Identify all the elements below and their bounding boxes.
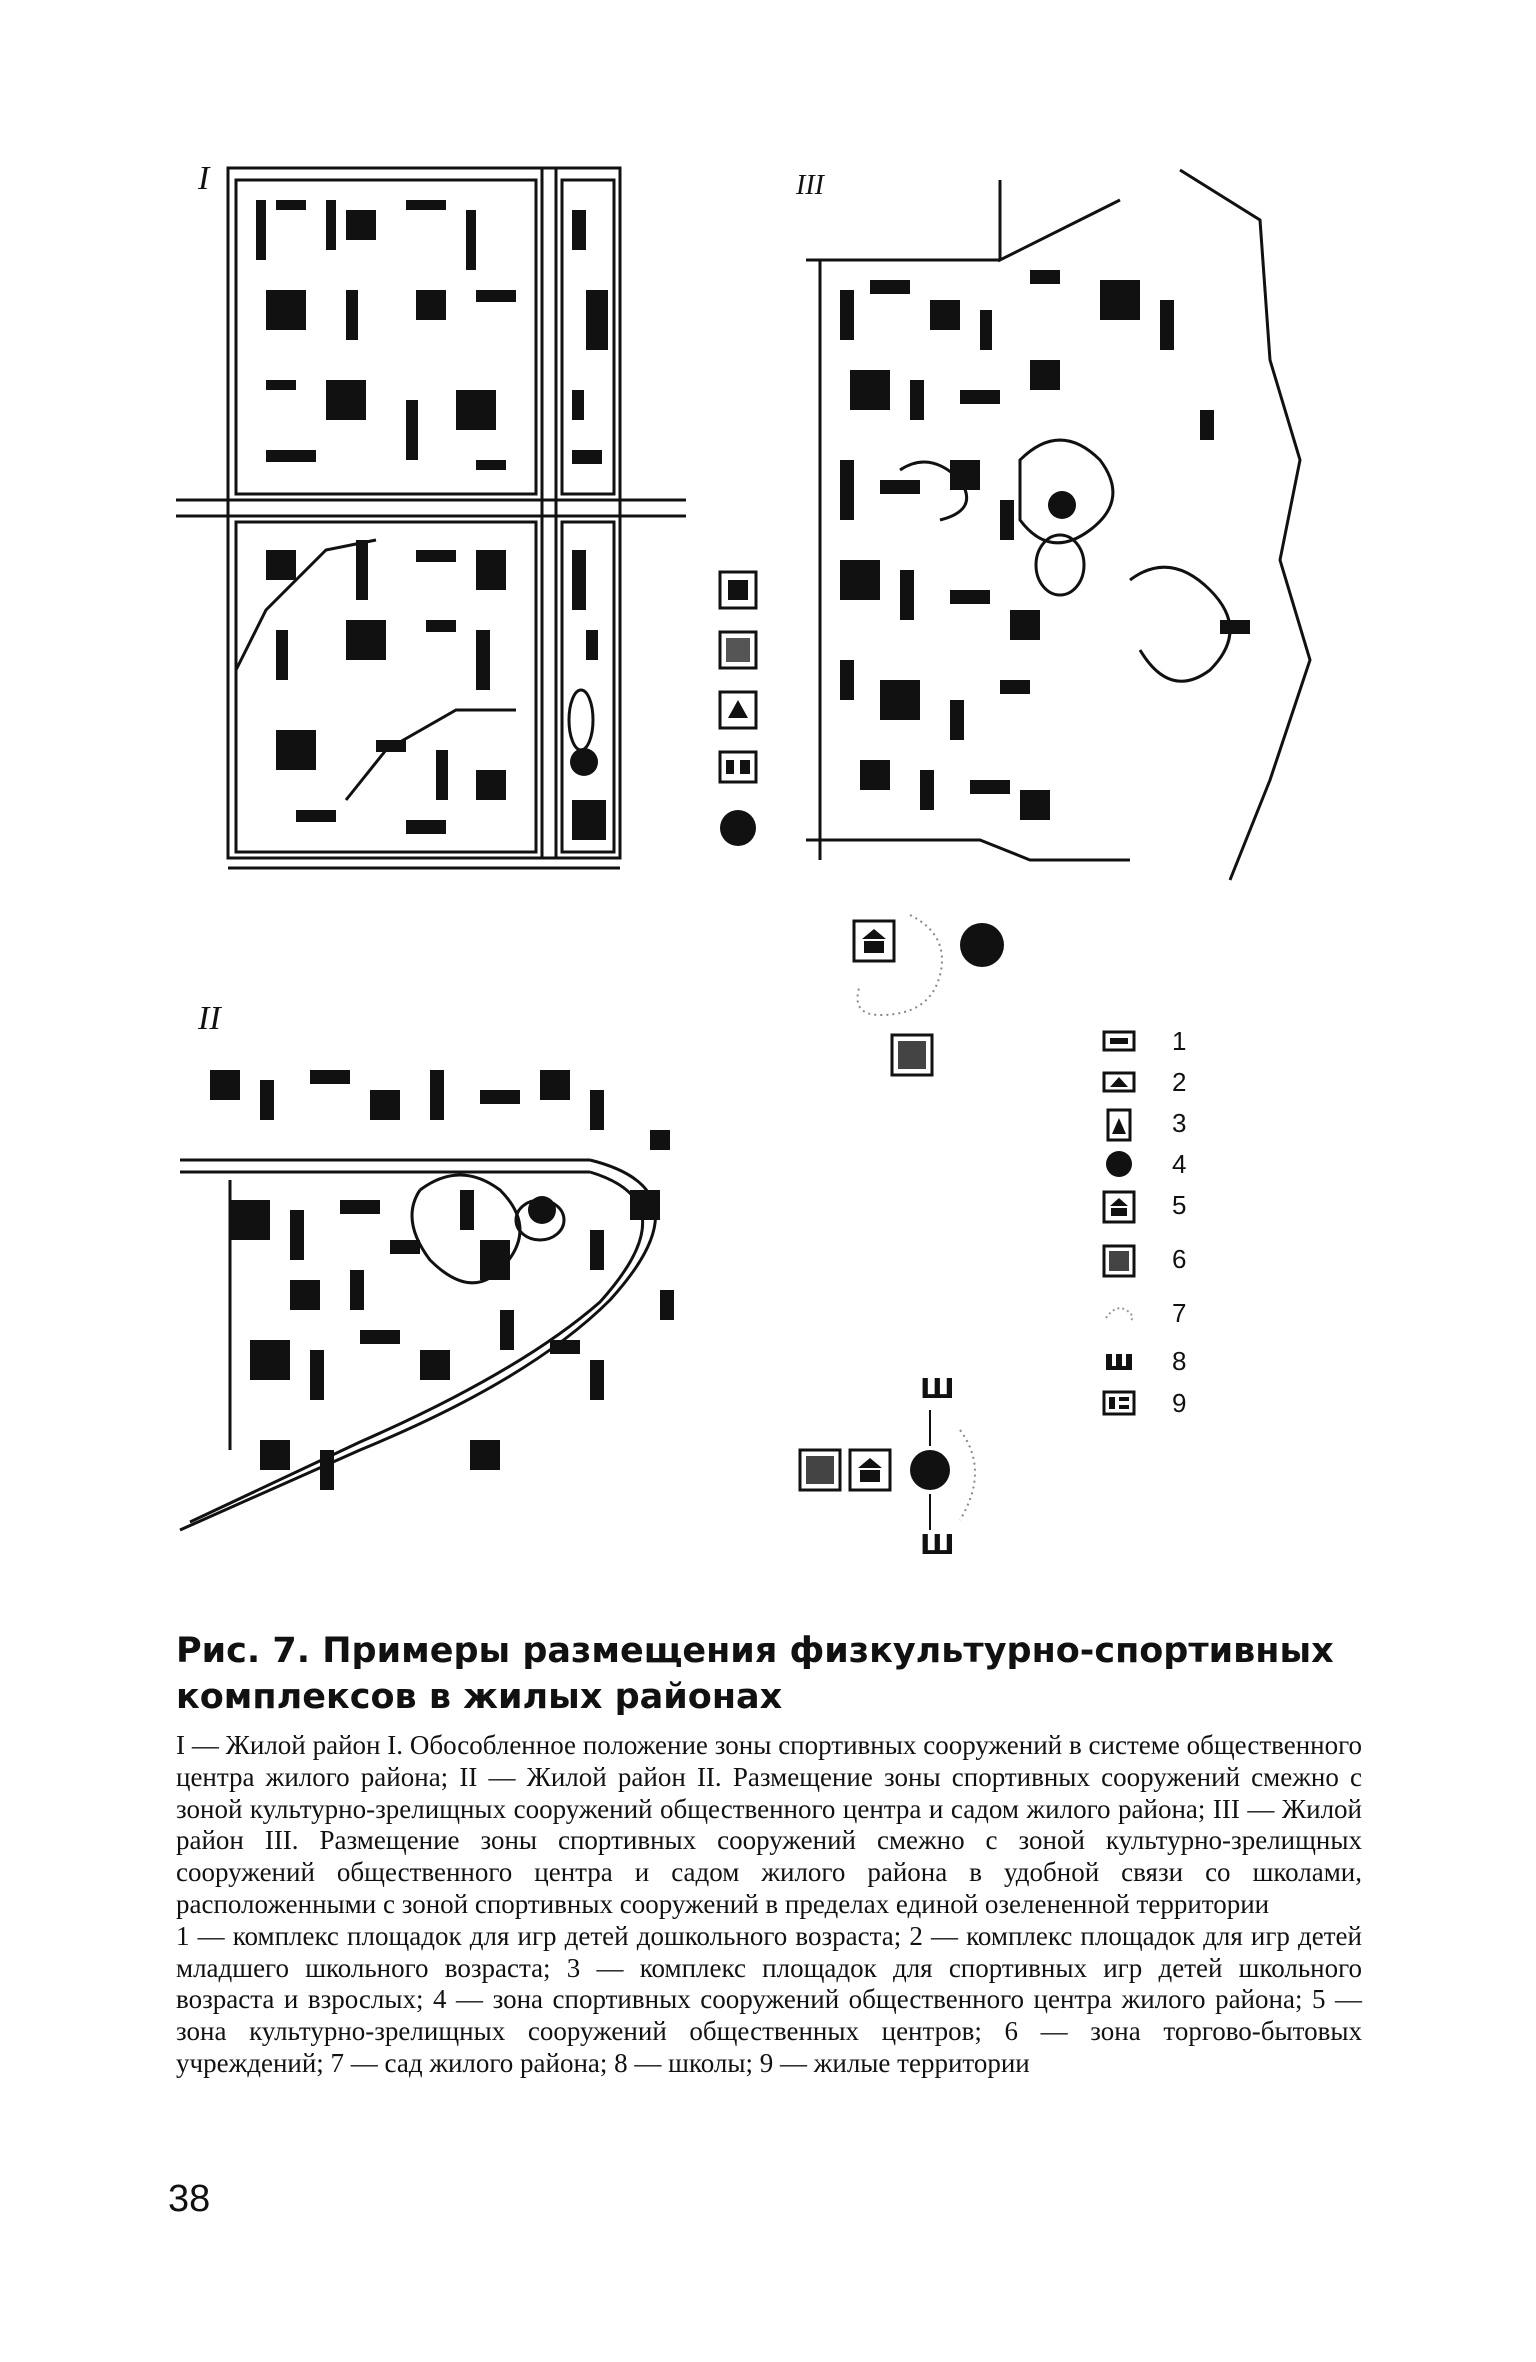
legend-item-5: 5 — [1100, 1186, 1230, 1230]
legend-item-3: 3 — [1100, 1104, 1230, 1148]
caption-paragraph-districts: I — Жилой район I. Обособленное положение зоны спортивных сооружений в системе общественного центра жилого района; II — Жилой район II. Размещение зоны спортивных сооружений смежно с зоной культурно-зрелищных сооружений общественного центра и садом жилого района; III — Жилой район III. Размещение зоны спортивных сооружений смежно с зоной культурно-зрелищных сооружений общественного центра и садом жилого района в удобной связи со школами, расположенными с зоной спортивных сооружений в пределах единой озелененной территории — [176, 1730, 1362, 1919]
legend-item-2: 2 — [1100, 1063, 1230, 1107]
legend-item-6: 6 — [1100, 1240, 1230, 1284]
plan-II-numeral: II — [198, 1000, 221, 1037]
garden-icon — [1100, 1298, 1140, 1328]
figure-caption-text — [176, 1730, 1362, 2080]
sports-zone-icon — [1100, 1149, 1140, 1179]
plan-I-numeral: I — [198, 160, 210, 197]
playground-preschool-icon — [1100, 1026, 1140, 1056]
residential-icon — [1100, 1388, 1140, 1418]
plan-district-I — [176, 150, 686, 890]
figure-caption-title: Рис. 7. Примеры размещения физкультурно-спортивных комплексов в жилых районах — [176, 1631, 1334, 1717]
scheme-bottom — [790, 1380, 1020, 1580]
scheme-top — [840, 905, 1020, 1105]
school-label-top: Ш — [920, 1372, 955, 1405]
plan-district-III — [800, 160, 1320, 900]
caption-paragraph-legend: 1 — комплекс площадок для игр детей дошкольного возраста; 2 — комплекс площадок для игр детей младшего школьного возраста; 3 — комплекс площадок для спортивных игр детей школьного возраста и взрослых; 4 — зона спортивных сооружений общественного центра жилого района; 5 — зона культурно-зрелищных сооружений общественных центров; 6 — зона торгово-бытовых учреждений; 7 — сад жилого района; 8 — школы; 9 — жилые территории — [176, 1920, 1362, 2078]
plan-district-II — [170, 1010, 760, 1550]
page-number: 38 — [168, 2178, 211, 2220]
plan-III-numeral: III — [796, 170, 824, 201]
plan-I-icon-column — [716, 568, 766, 868]
school-label-bottom: Ш — [920, 1528, 955, 1561]
sports-ground-icon — [1100, 1108, 1140, 1142]
playground-junior-icon — [1100, 1067, 1140, 1097]
legend-item-9: 9 — [1100, 1384, 1230, 1428]
legend-item-8: 8 — [1100, 1342, 1230, 1386]
legend-item-7: 7 — [1100, 1294, 1230, 1338]
cultural-center-icon — [1100, 1190, 1140, 1224]
legend-item-1: 1 — [1100, 1022, 1230, 1066]
legend-item-4: 4 — [1100, 1145, 1230, 1189]
school-icon — [1100, 1346, 1140, 1376]
trade-zone-icon — [1100, 1244, 1140, 1278]
